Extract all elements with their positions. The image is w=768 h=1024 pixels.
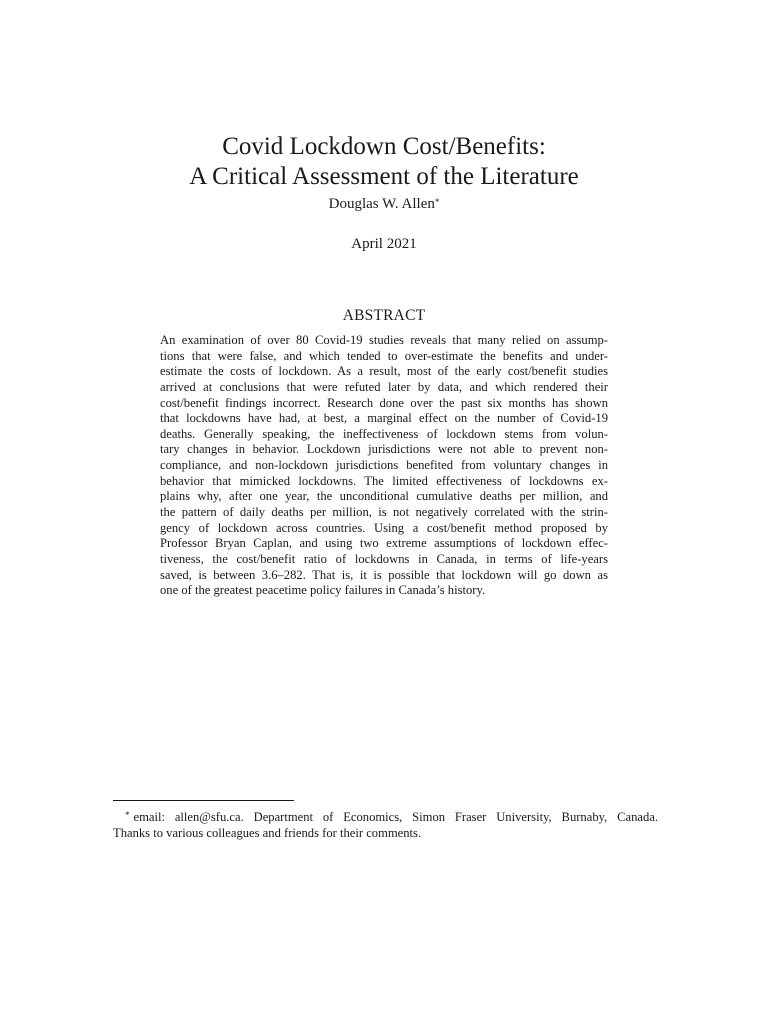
paper-title [0,132,768,192]
title-line-1: Covid Lockdown Cost/Benefits: [222,133,546,160]
author-text: Douglas W. Allen [328,196,435,212]
abstract-line: saved, is between 3.6–282. That is, it is possible that lockdown will go down as [160,567,608,582]
footnote-rule [113,800,294,801]
abstract-line: tiveness, the cost/benefit ratio of lockdowns in Canada, in terms of life-years [160,551,608,566]
abstract-line: Professor Bryan Caplan, and using two extreme assumptions of lockdown effec- [160,536,608,551]
footnote-mark: * [125,810,130,820]
abstract-line: cost/benefit findings incorrect. Research done over the past six months has shown [160,395,608,410]
footnote-line-2: Thanks to various colleagues and friends for their comments. [113,826,422,840]
abstract-line: gency of lockdown across countries. Using a cost/benefit method proposed by [160,520,608,535]
abstract-heading: ABSTRACT [342,307,426,324]
abstract-line: estimate the costs of lockdown. As a result, most of the early cost/benefit studies [160,364,608,379]
abstract-line: tary changes in behavior. Lockdown jurisdictions were not able to prevent non- [160,442,608,457]
abstract-line: behavior that mimicked lockdowns. The limited effectiveness of lockdowns ex- [160,473,608,488]
abstract-line: plains why, after one year, the unconditional cumulative deaths per million, and [160,489,608,504]
abstract-line: tions that were false, and which tended to over-estimate the benefits and under- [160,348,608,363]
abstract-line: that lockdowns have had, at best, a marginal effect on the number of Covid-19 [160,411,608,426]
title-line-2: A Critical Assessment of the Literature [189,163,579,190]
abstract-line: one of the greatest peacetime policy failures in Canada’s history. [160,583,486,598]
abstract-line: the pattern of daily deaths per million, is not negatively correlated with the strin- [160,505,608,520]
abstract-line: arrived at conclusions that were refuted later by data, and which rendered their [160,379,608,394]
abstract-line: deaths. Generally speaking, the ineffectiveness of lockdown stems from volun- [160,426,608,441]
footnote [113,809,658,841]
footnote-line-1 [113,809,658,825]
footnote-text-1: email: allen@sfu.ca. Department of Economics, Simon Fraser University, Burnaby, Canada. [133,810,658,824]
abstract-line: compliance, and non-lockdown jurisdictions benefited from voluntary changes in [160,458,608,473]
author-name [0,195,768,213]
publication-date: April 2021 [351,236,417,252]
abstract-body [160,333,608,599]
author-footnote-mark: * [434,197,440,207]
abstract-line: An examination of over 80 Covid-19 studies reveals that many relied on assump- [160,333,608,347]
